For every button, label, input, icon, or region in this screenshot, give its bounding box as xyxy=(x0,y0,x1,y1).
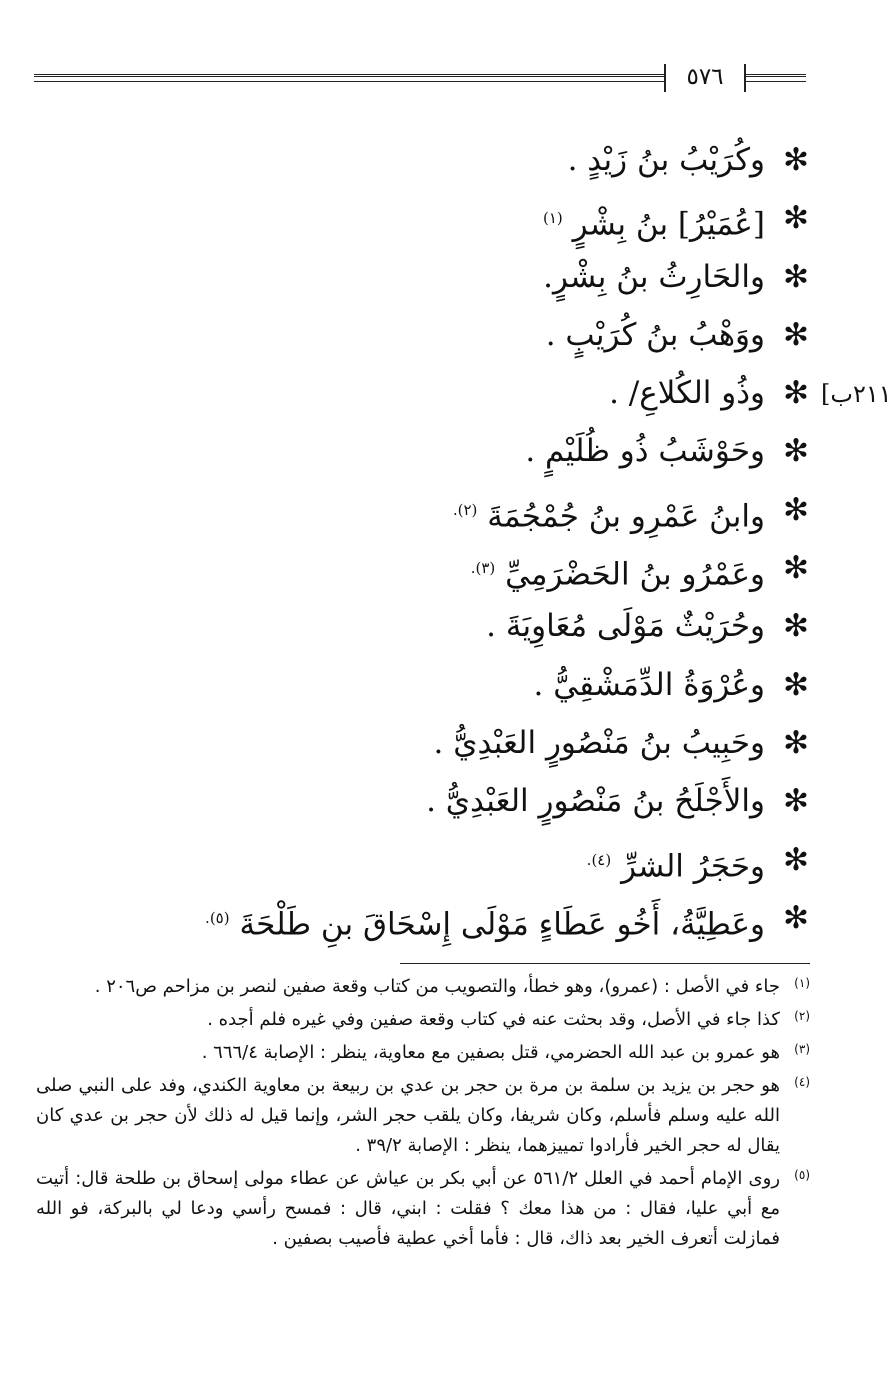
entry-name: وعُرْوَةُ الدِّمَشْقِيُّ . xyxy=(533,666,765,703)
header-divider xyxy=(664,64,666,92)
footnote xyxy=(36,972,810,1002)
entry-text xyxy=(433,719,765,767)
entry-text xyxy=(205,894,765,948)
entry-name: وابنُ عَمْرِو بنُ جُمْجُمَةَ xyxy=(487,498,765,535)
footnote xyxy=(36,1005,810,1035)
bullet-star-icon: ✻ xyxy=(783,433,809,470)
list-item xyxy=(109,190,809,248)
bullet-star-icon: ✻ xyxy=(783,666,809,703)
list-item xyxy=(109,365,809,423)
list-item xyxy=(109,890,809,948)
bullet-star-icon: ✻ xyxy=(783,316,809,353)
margin-folio-note: ٢١١ب] xyxy=(821,380,892,408)
bullet-star-icon: ✻ xyxy=(783,608,809,645)
footnote xyxy=(36,1071,810,1161)
entry-name: وحَوْشَبُ ذُو ظُلَيْمٍ . xyxy=(525,433,765,470)
entry-text xyxy=(426,777,765,825)
bullet-star-icon: ✻ xyxy=(783,783,809,820)
entry-text xyxy=(543,253,765,301)
entry-name: وحَجَرُ الشرِّ xyxy=(621,847,765,884)
page-header xyxy=(34,64,806,92)
entry-text xyxy=(453,486,765,540)
entry-text xyxy=(609,369,765,417)
footnote-text: هو حجر بن يزيد بن سلمة بن مرة بن حجر بن عدي بن ربيعة بن معاوية الكندي، وفد على النبي صلى الله عليه وسلم فأسلم، وكان شريفا، وكان يلقب حجر الشر، وإنما قيل له ذلك لأن حجر بن عدي كان يقال له حجر الخير فأرادوا تمييزهما، ينظر : الإصابة ٣٩/٢ . xyxy=(36,1075,780,1156)
header-rule-right xyxy=(746,74,806,82)
footnote-ref[interactable]: (٢). xyxy=(452,500,478,519)
footnote-ref[interactable]: (٥). xyxy=(205,908,230,927)
bullet-star-icon: ✻ xyxy=(783,899,809,936)
footnote-number: (٣) xyxy=(794,1042,810,1056)
bullet-star-icon: ✻ xyxy=(783,491,809,528)
footnote-text: كذا جاء في الأصل، وقد بحثت عنه في كتاب وقعة صفين وفي غيره فلم أجده . xyxy=(207,1009,780,1030)
list-item xyxy=(109,773,809,831)
entry-name: والأَجْلَحُ بنُ مَنْصُورٍ العَبْدِيُّ . xyxy=(426,783,765,820)
entry-text xyxy=(534,661,765,709)
bullet-star-icon: ✻ xyxy=(783,258,809,295)
list-item xyxy=(109,832,809,890)
name-list xyxy=(109,132,809,948)
list-item xyxy=(109,715,809,773)
footnote-ref[interactable]: (٤). xyxy=(586,850,612,869)
list-item xyxy=(109,249,809,307)
bullet-star-icon: ✻ xyxy=(783,142,809,178)
footnote-ref[interactable]: (٣). xyxy=(470,559,496,578)
bullet-star-icon: ✻ xyxy=(783,200,809,237)
list-item xyxy=(109,423,809,481)
entry-name: وذُو الكُلاعِ/ . xyxy=(609,375,765,412)
footnotes xyxy=(36,972,810,1257)
footnote-text: جاء في الأصل : (عمرو)، وهو خطأ، والتصويب من كتاب وقعة صفين لنصر بن مزاحم ص٢٠٦ . xyxy=(94,976,780,997)
footnote-number: (٥) xyxy=(794,1168,810,1182)
entry-text xyxy=(486,602,765,650)
footnote xyxy=(36,1164,810,1254)
footnote-ref[interactable]: (١) xyxy=(542,209,563,228)
bullet-star-icon: ✻ xyxy=(783,724,809,761)
entry-text xyxy=(568,136,765,184)
list-item xyxy=(109,657,809,715)
footnote-number: (٤) xyxy=(794,1075,810,1089)
entry-name: وعَطِيَّةُ، أَخُو عَطَاءٍ مَوْلَى إِسْحَاقَ بنِ طَلْحَةَ xyxy=(239,906,765,943)
list-item xyxy=(109,482,809,540)
footnote-separator xyxy=(400,963,810,964)
footnote-number: (٢) xyxy=(794,1009,810,1023)
footnote-text: روى الإمام أحمد في العلل ٥٦١/٢ عن أبي بكر بن عياش عن عطاء مولى إسحاق بن طلحة قال: أتيت مع أبي عليا، فقال : من هذا معك ؟ فقلت : ابني، قال : فمسح رأسي ودعا لي بالبركة، فو الله فمازلت أتعرف الخير بعد ذاك، قال : فأما أخي عطية فأصيب بصفين . xyxy=(36,1168,781,1249)
entry-name: [عُمَيْرُ] بنُ بِشْرٍ xyxy=(572,206,765,243)
entry-name: وكُرَيْبُ بنُ زَيْدٍ . xyxy=(567,142,765,178)
entry-text xyxy=(525,427,765,475)
entry-name: وعَمْرُو بنُ الحَضْرَمِيِّ xyxy=(505,556,765,593)
list-item xyxy=(109,598,809,656)
entry-text xyxy=(543,194,765,248)
entry-name: وحَبِيبُ بنُ مَنْصُورٍ العَبْدِيُّ . xyxy=(433,724,765,761)
footnote-text: هو عمرو بن عبد الله الحضرمي، قتل بصفين مع معاوية، ينظر : الإصابة ٦٦٦/٤ . xyxy=(201,1042,780,1063)
bullet-star-icon: ✻ xyxy=(783,841,809,878)
list-item xyxy=(109,132,809,190)
footnote-number: (١) xyxy=(794,976,810,990)
entry-text xyxy=(471,544,765,598)
entry-text xyxy=(587,836,765,890)
header-rule-left xyxy=(34,74,664,82)
entry-name: ووَهْبُ بنُ كُرَيْبٍ . xyxy=(545,316,765,353)
page-number: ٥٧٦ xyxy=(686,64,724,90)
list-item xyxy=(109,540,809,598)
entry-name: وحُرَيْثٌ مَوْلَى مُعَاوِيَةَ . xyxy=(486,608,765,645)
bullet-star-icon: ✻ xyxy=(783,375,809,412)
bullet-star-icon: ✻ xyxy=(783,550,809,587)
entry-name: والحَارِثُ بنُ بِشْرٍ. xyxy=(543,258,765,295)
list-item xyxy=(109,307,809,365)
footnote xyxy=(36,1038,810,1068)
entry-text xyxy=(546,311,765,359)
